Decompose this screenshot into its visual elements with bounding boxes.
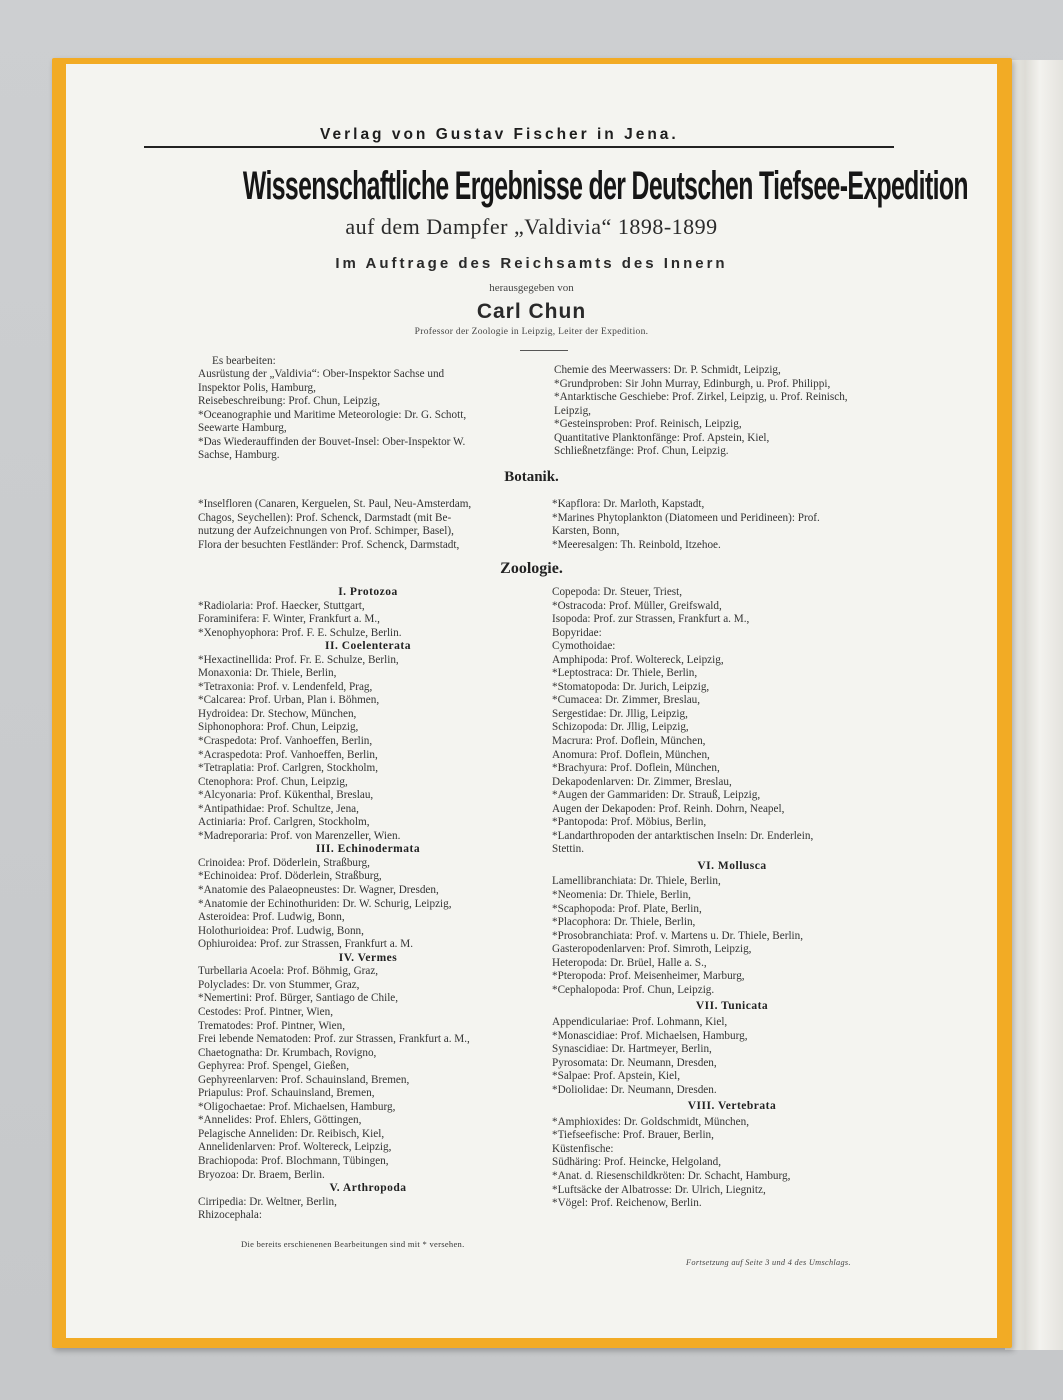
entry-line: *Acraspedota: Prof. Vanhoeffen, Berlin, bbox=[198, 748, 378, 761]
entry-line: Frei lebende Nematoden: Prof. zur Strassen, Frankfurt a. M., bbox=[198, 1033, 470, 1046]
entry-line: Stettin. bbox=[552, 843, 585, 856]
entry-line: *Monascidiae: Prof. Michaelsen, Hamburg, bbox=[552, 1029, 748, 1042]
entry-line: *Tetraxonia: Prof. v. Lendenfeld, Prag, bbox=[198, 680, 373, 693]
entry-line: Dekapodenlarven: Dr. Zimmer, Breslau, bbox=[552, 775, 732, 788]
entry-line: Ctenophora: Prof. Chun, Leipzig, bbox=[198, 775, 348, 788]
entry-line: *Amphioxides: Dr. Goldschmidt, München, bbox=[552, 1115, 750, 1128]
entry-line: *Stomatopoda: Dr. Jurich, Leipzig, bbox=[552, 680, 710, 693]
entry-line: *Craspedota: Prof. Vanhoeffen, Berlin, bbox=[198, 735, 373, 748]
entry-line: Flora der besuchten Festländer: Prof. Schenck, Darmstadt, bbox=[198, 538, 460, 551]
entry-line: Ophiuroidea: Prof. zur Strassen, Frankfurt a. M. bbox=[198, 938, 414, 951]
entry-line: *Vögel: Prof. Reichenow, Berlin. bbox=[552, 1197, 702, 1210]
entry-line: *Annelides: Prof. Ehlers, Göttingen, bbox=[198, 1114, 362, 1127]
group-heading: VI. Mollusca bbox=[697, 859, 767, 872]
entry-line: Copepoda: Dr. Steuer, Triest, bbox=[552, 586, 683, 598]
entry-line: Cestodes: Prof. Pintner, Wien, bbox=[198, 1005, 333, 1018]
subtitle: auf dem Dampfer „Valdivia“ 1898-1899 bbox=[345, 214, 718, 239]
entry-line: *Cephalopoda: Prof. Chun, Leipzig. bbox=[552, 983, 715, 996]
entry-line: Isopoda: Prof. zur Strassen, Frankfurt a. M., bbox=[552, 613, 750, 626]
entry-line: *Tiefseefische: Prof. Brauer, Berlin, bbox=[552, 1129, 714, 1142]
entry-line: Bopyridae: bbox=[552, 626, 602, 639]
entry-line: *Madreporaria: Prof. von Marenzeller, Wien. bbox=[198, 829, 401, 842]
entry-line: Turbellaria Acoela: Prof. Böhmig, Graz, bbox=[198, 965, 379, 978]
entry-line: Chemie des Meerwassers: Dr. P. Schmidt, Leipzig, bbox=[554, 364, 781, 376]
entry-line: *Anatomie der Echinothuriden: Dr. W. Schurig, Leipzig, bbox=[198, 897, 452, 910]
entry-line: *Radiolaria: Prof. Haecker, Stuttgart, bbox=[198, 599, 365, 612]
entry-line: *Ostracoda: Prof. Müller, Greifswald, bbox=[552, 599, 722, 612]
entry-line: Chaetognatha: Dr. Krumbach, Rovigno, bbox=[198, 1046, 377, 1059]
entry-line: Gephyreenlarven: Prof. Schauinsland, Bremen, bbox=[198, 1073, 410, 1086]
publisher-line: Verlag von Gustav Fischer in Jena. bbox=[320, 126, 679, 143]
editor-role: Professor der Zoologie in Leipzig, Leiter der Expedition. bbox=[414, 327, 649, 337]
entry-line: Crinoidea: Prof. Döderlein, Straßburg, bbox=[198, 856, 370, 869]
entry-line: *Gesteinsproben: Prof. Reinisch, Leipzig, bbox=[554, 418, 742, 431]
group-heading: III. Echinodermata bbox=[315, 843, 421, 856]
entry-line: *Luftsäcke der Albatrosse: Dr. Ulrich, Liegnitz, bbox=[552, 1183, 766, 1196]
entry-line: *Doliolidae: Dr. Neumann, Dresden. bbox=[552, 1083, 717, 1096]
entry-line: *Xenophyophora: Prof. F. E. Schulze, Berlin. bbox=[198, 626, 402, 639]
main-title: Wissenschaftliche Ergebnisse der Deutschen Tiefsee-Expedition bbox=[242, 164, 968, 208]
botanik-left-column bbox=[198, 498, 471, 552]
top-rule bbox=[144, 146, 894, 148]
entry-line: Bryozoa: Dr. Braem, Berlin. bbox=[198, 1168, 325, 1181]
entry-line: Appendiculariae: Prof. Lohmann, Kiel, bbox=[552, 1015, 728, 1028]
entry-line: Polyclades: Dr. von Stummer, Graz, bbox=[198, 978, 360, 991]
entry-line: *Antipathidae: Prof. Schultze, Jena, bbox=[198, 802, 359, 815]
entry-line: *Anat. d. Riesenschildkröten: Dr. Schacht, Hamburg, bbox=[552, 1169, 791, 1182]
entry-line: *Meeresalgen: Th. Reinbold, Itzehoe. bbox=[552, 538, 721, 551]
entry-line: Inspektor Polis, Hamburg, bbox=[198, 381, 316, 394]
entry-line: Sachse, Hamburg. bbox=[198, 449, 280, 462]
entry-line: *Marines Phytoplankton (Diatomeen und Peridineen): Prof. bbox=[552, 511, 820, 524]
entry-line: Brachiopoda: Prof. Blochmann, Tübingen, bbox=[198, 1154, 389, 1167]
zoologie-left-column bbox=[198, 586, 538, 1223]
entry-line: Chagos, Seychellen): Prof. Schenck, Darmstadt (mit Be- bbox=[198, 511, 452, 524]
entry-line: *Pantopoda: Prof. Möbius, Berlin, bbox=[552, 816, 707, 829]
entry-line: Küstenfische: bbox=[552, 1142, 614, 1155]
entry-line: Trematodes: Prof. Pintner, Wien, bbox=[198, 1019, 346, 1032]
entry-line: *Augen der Gammariden: Dr. Strauß, Leipzig, bbox=[552, 789, 761, 802]
entry-line: Karsten, Bonn, bbox=[552, 525, 620, 538]
entry-line: Heteropoda: Dr. Brüel, Halle a. S., bbox=[552, 956, 707, 969]
entry-line: Macrura: Prof. Doflein, München, bbox=[552, 735, 706, 748]
entry-line: Pelagische Anneliden: Dr. Reibisch, Kiel, bbox=[198, 1127, 385, 1140]
entry-line: Rhizocephala: bbox=[198, 1209, 262, 1222]
entry-line: *Das Wiederauffinden der Bouvet-Insel: Ober-Inspektor W. bbox=[198, 435, 466, 448]
commission-line: Im Auftrage des Reichsamts des Innern bbox=[335, 255, 728, 272]
entry-line: *Oceanographie und Maritime Meteorologie: Dr. G. Schott, bbox=[198, 408, 467, 421]
entry-line: *Salpae: Prof. Apstein, Kiel, bbox=[552, 1070, 681, 1083]
entry-line: Actiniaria: Prof. Carlgren, Stockholm, bbox=[198, 816, 370, 829]
entry-line: *Grundproben: Sir John Murray, Edinburgh, u. Prof. Philippi, bbox=[554, 377, 831, 390]
entry-line: *Alcyonaria: Prof. Kükenthal, Breslau, bbox=[198, 789, 374, 802]
entry-line: Holothurioidea: Prof. Ludwig, Bonn, bbox=[198, 924, 364, 937]
group-heading: VII. Tunicata bbox=[695, 1000, 769, 1013]
entry-line: Annelidenlarven: Prof. Woltereck, Leipzig, bbox=[198, 1141, 392, 1154]
entry-line: Cirripedia: Dr. Weltner, Berlin, bbox=[198, 1195, 337, 1208]
entry-line: *Kapflora: Dr. Marloth, Kapstadt, bbox=[552, 498, 705, 510]
intro-label: Es bearbeiten: bbox=[212, 355, 276, 367]
zoologie-right-column bbox=[552, 586, 912, 1211]
entry-line: Leipzig, bbox=[554, 404, 591, 417]
botanik-heading: Botanik. bbox=[504, 469, 559, 485]
entry-line: *Nemertini: Prof. Bürger, Santiago de Chile, bbox=[198, 992, 399, 1005]
entry-line: Siphonophora: Prof. Chun, Leipzig, bbox=[198, 721, 359, 734]
group-heading: V. Arthropoda bbox=[329, 1182, 407, 1195]
entry-line: *Scaphopoda: Prof. Plate, Berlin, bbox=[552, 902, 702, 915]
entry-line: Pyrosomata: Dr. Neumann, Dresden, bbox=[552, 1056, 717, 1069]
entry-line: Gasteropodenlarven: Prof. Simroth, Leipzig, bbox=[552, 943, 752, 956]
editor-name: Carl Chun bbox=[476, 300, 587, 323]
entry-line: *Brachyura: Prof. Doflein, München, bbox=[552, 762, 720, 775]
entry-line: *Anatomie des Palaeopneustes: Dr. Wagner, Dresden, bbox=[198, 884, 439, 897]
entry-line: nutzung der Aufzeichnungen von Prof. Schimper, Basel), bbox=[198, 525, 454, 538]
entry-line: Sergestidae: Dr. Jllig, Leipzig, bbox=[552, 707, 688, 720]
entry-line: *Antarktische Geschiebe: Prof. Zirkel, Leipzig, u. Prof. Reinisch, bbox=[554, 391, 848, 404]
entry-line: Schließnetzfänge: Prof. Chun, Leipzig. bbox=[554, 445, 729, 458]
entry-line: *Landarthropoden der antarktischen Inseln: Dr. Enderlein, bbox=[552, 829, 814, 842]
entry-line: *Placophora: Dr. Thiele, Berlin, bbox=[552, 916, 696, 929]
entry-line: *Pteropoda: Prof. Meisenheimer, Marburg, bbox=[552, 970, 745, 983]
entry-line: *Calcarea: Prof. Urban, Plan i. Böhmen, bbox=[198, 694, 380, 707]
botanik-right-column bbox=[552, 498, 820, 552]
entry-line: Ausrüstung der „Valdivia“: Ober-Inspektor Sachse und bbox=[198, 368, 445, 380]
footnote-published-marker: Die bereits erschienenen Bearbeitungen sind mit * versehen. bbox=[241, 1239, 465, 1249]
entry-line: Priapulus: Prof. Schauinsland, Bremen, bbox=[198, 1087, 375, 1100]
entry-line: Quantitative Planktonfänge: Prof. Apstein, Kiel, bbox=[554, 431, 770, 444]
entry-line: Südhäring: Prof. Heincke, Helgoland, bbox=[552, 1156, 722, 1169]
group-heading: I. Protozoa bbox=[338, 586, 398, 598]
group-heading: IV. Vermes bbox=[338, 951, 398, 964]
group-heading: II. Coelenterata bbox=[325, 640, 411, 653]
entry-line: Synascidiae: Dr. Hartmeyer, Berlin, bbox=[552, 1043, 712, 1056]
entry-line: *Tetraplatia: Prof. Carlgren, Stockholm, bbox=[198, 762, 379, 775]
edited-by-label: herausgegeben von bbox=[489, 282, 574, 294]
entry-line: *Oligochaetae: Prof. Michaelsen, Hamburg, bbox=[198, 1100, 396, 1113]
short-divider bbox=[520, 350, 568, 351]
title-page bbox=[66, 64, 997, 1338]
entry-line: *Cumacea: Dr. Zimmer, Breslau, bbox=[552, 694, 701, 707]
entry-line: *Hexactinellida: Prof. Fr. E. Schulze, Berlin, bbox=[198, 653, 399, 666]
entry-line: *Inselfloren (Canaren, Kerguelen, St. Paul, Neu-Amsterdam, bbox=[198, 498, 472, 510]
book-spine-pages bbox=[1005, 60, 1063, 1350]
entry-line: Augen der Dekapoden: Prof. Reinh. Dohrn, Neapel, bbox=[552, 802, 785, 815]
entry-line: *Leptostraca: Dr. Thiele, Berlin, bbox=[552, 667, 698, 680]
entry-line: Asteroidea: Prof. Ludwig, Bonn, bbox=[198, 911, 345, 924]
entry-line: Foraminifera: F. Winter, Frankfurt a. M., bbox=[198, 613, 380, 626]
entry-line: Monaxonia: Dr. Thiele, Berlin, bbox=[198, 667, 337, 680]
entry-line: Seewarte Hamburg, bbox=[198, 422, 287, 435]
entry-line: *Echinoidea: Prof. Döderlein, Straßburg, bbox=[198, 870, 382, 883]
general-left-column bbox=[198, 368, 466, 463]
entry-line: Lamellibranchiata: Dr. Thiele, Berlin, bbox=[552, 875, 721, 888]
footnote-continuation: Fortsetzung auf Seite 3 und 4 des Umschlags. bbox=[686, 1258, 851, 1267]
entry-line: Schizopoda: Dr. Jllig, Leipzig, bbox=[552, 721, 689, 734]
entry-line: Cymothoidae: bbox=[552, 640, 616, 653]
entry-line: Anomura: Prof. Doflein, München, bbox=[552, 748, 710, 761]
entry-line: Hydroidea: Dr. Stechow, München, bbox=[198, 707, 357, 720]
entry-line: Gephyrea: Prof. Spengel, Gießen, bbox=[198, 1060, 349, 1073]
zoologie-heading: Zoologie. bbox=[500, 560, 563, 577]
group-heading: VIII. Vertebrata bbox=[687, 1100, 777, 1113]
entry-line: *Neomenia: Dr. Thiele, Berlin, bbox=[552, 889, 691, 902]
entry-line: Reisebeschreibung: Prof. Chun, Leipzig, bbox=[198, 395, 381, 408]
entry-line: Amphipoda: Prof. Woltereck, Leipzig, bbox=[552, 653, 724, 666]
general-right-column bbox=[554, 364, 848, 459]
entry-line: *Prosobranchiata: Prof. v. Martens u. Dr. Thiele, Berlin, bbox=[552, 929, 804, 942]
